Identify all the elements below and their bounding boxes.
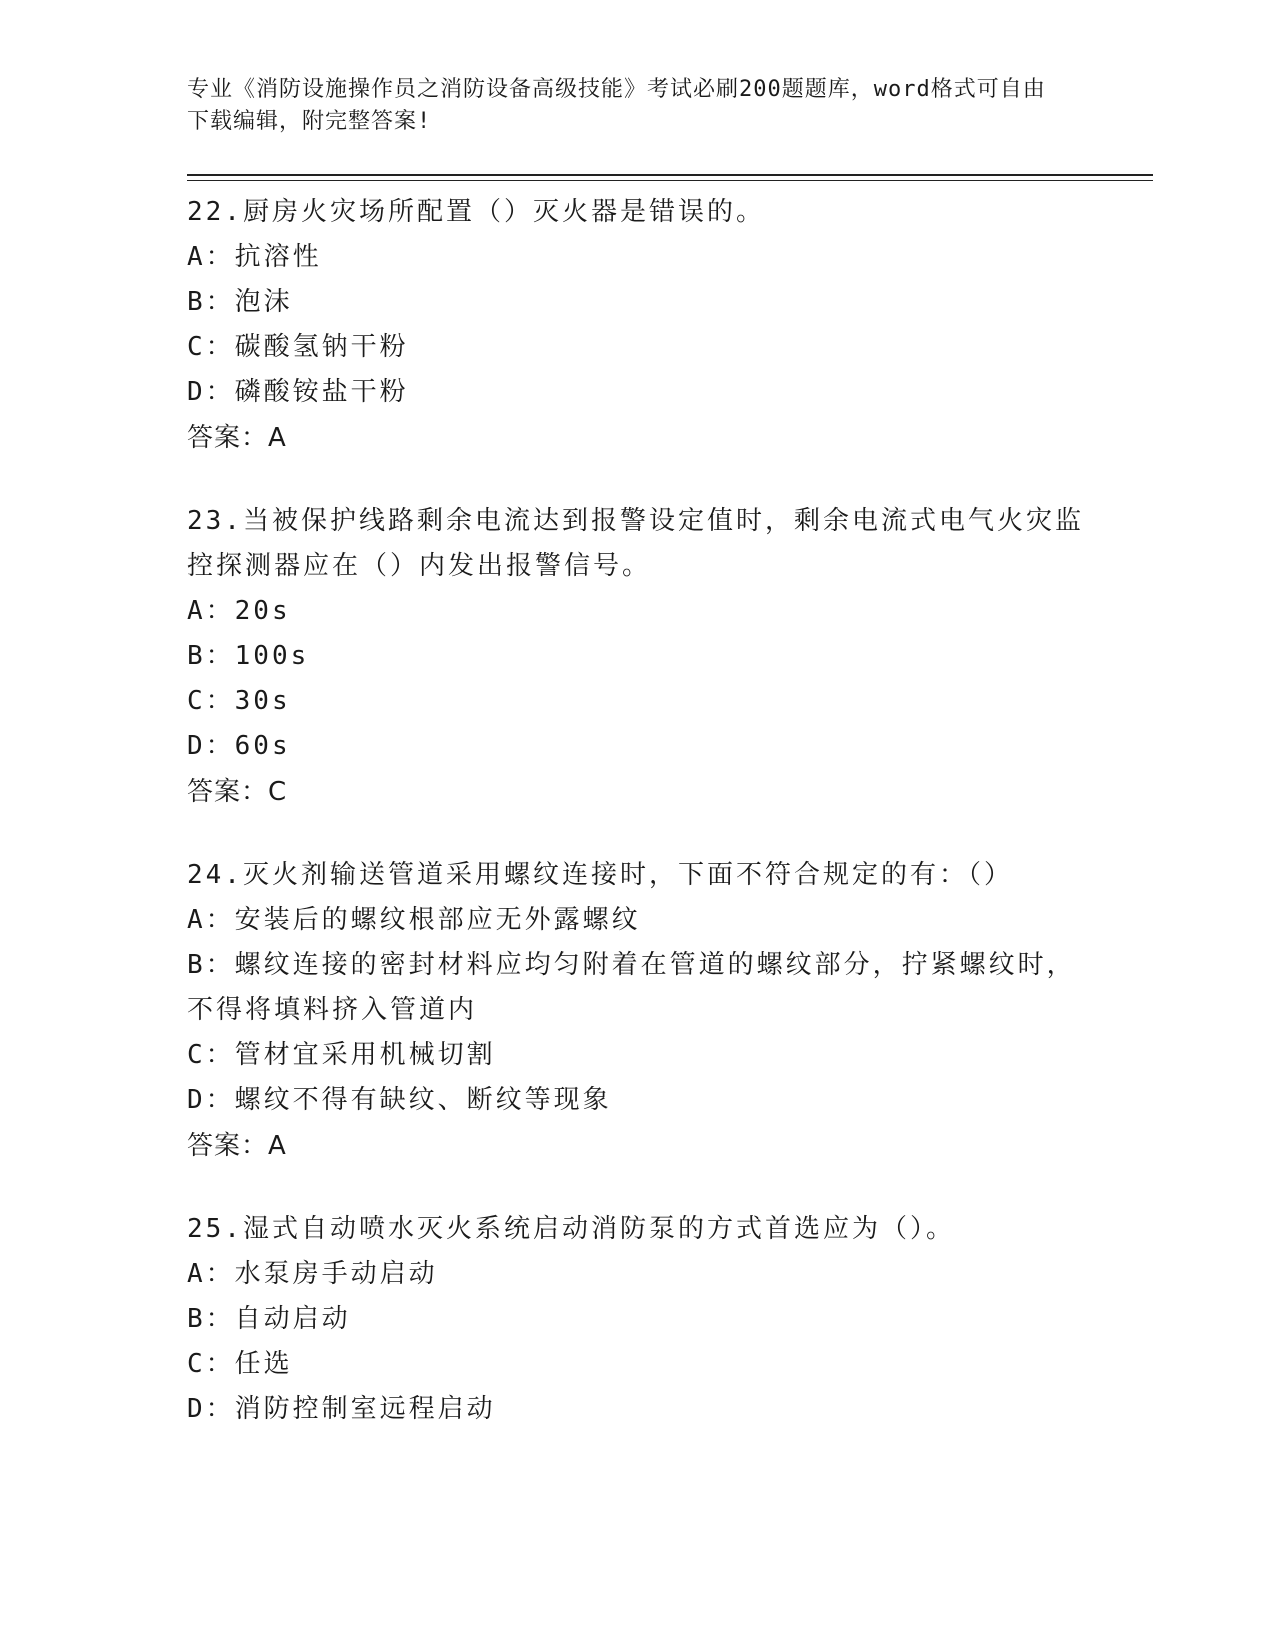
question-stem: 24.灭火剂输送管道采用螺纹连接时，下面不符合规定的有：（） bbox=[187, 860, 1013, 890]
option-a: A：抗溶性 bbox=[187, 242, 322, 272]
option-a: A：20s bbox=[187, 596, 291, 626]
option-d: D：消防控制室远程启动 bbox=[187, 1394, 496, 1424]
question-24 bbox=[187, 853, 1087, 1169]
option-b: B：螺纹连接的密封材料应均匀附着在管道的螺纹部分，拧紧螺纹时，不得将填料挤入管道内 bbox=[187, 950, 1076, 1025]
answer: 答案：A bbox=[187, 1131, 287, 1161]
answer: 答案：A bbox=[187, 423, 287, 453]
question-stem: 23.当被保护线路剩余电流达到报警设定值时，剩余电流式电气火灾监控探测器应在（）内发出报警信号。 bbox=[187, 506, 1084, 581]
option-a: A：水泵房手动启动 bbox=[187, 1259, 438, 1289]
option-d: D：螺纹不得有缺纹、断纹等现象 bbox=[187, 1085, 612, 1115]
question-stem: 25.湿式自动喷水灭火系统启动消防泵的方式首选应为（）。 bbox=[187, 1214, 955, 1244]
option-b: B：自动启动 bbox=[187, 1304, 351, 1334]
option-b: B：100s bbox=[187, 641, 310, 671]
option-b: B：泡沫 bbox=[187, 287, 293, 317]
question-list bbox=[187, 190, 1087, 1470]
option-c: C：30s bbox=[187, 686, 291, 716]
question-stem: 22.厨房火灾场所配置（）灭火器是错误的。 bbox=[187, 197, 765, 227]
document-header: 专业《消防设施操作员之消防设备高级技能》考试必刷200题题库，word格式可自由下载编辑，附完整答案! bbox=[187, 77, 1046, 134]
question-23 bbox=[187, 499, 1087, 815]
question-25 bbox=[187, 1207, 1087, 1432]
option-d: D：60s bbox=[187, 731, 291, 761]
option-c: C：管材宜采用机械切割 bbox=[187, 1040, 496, 1070]
option-d: D：磷酸铵盐干粉 bbox=[187, 377, 409, 407]
header-divider-thin bbox=[187, 180, 1153, 181]
header-divider-thick bbox=[187, 174, 1153, 176]
question-22 bbox=[187, 190, 1087, 461]
option-a: A：安装后的螺纹根部应无外露螺纹 bbox=[187, 905, 641, 935]
option-c: C：碳酸氢钠干粉 bbox=[187, 332, 409, 362]
option-c: C：任选 bbox=[187, 1349, 293, 1379]
answer: 答案：C bbox=[187, 777, 288, 807]
